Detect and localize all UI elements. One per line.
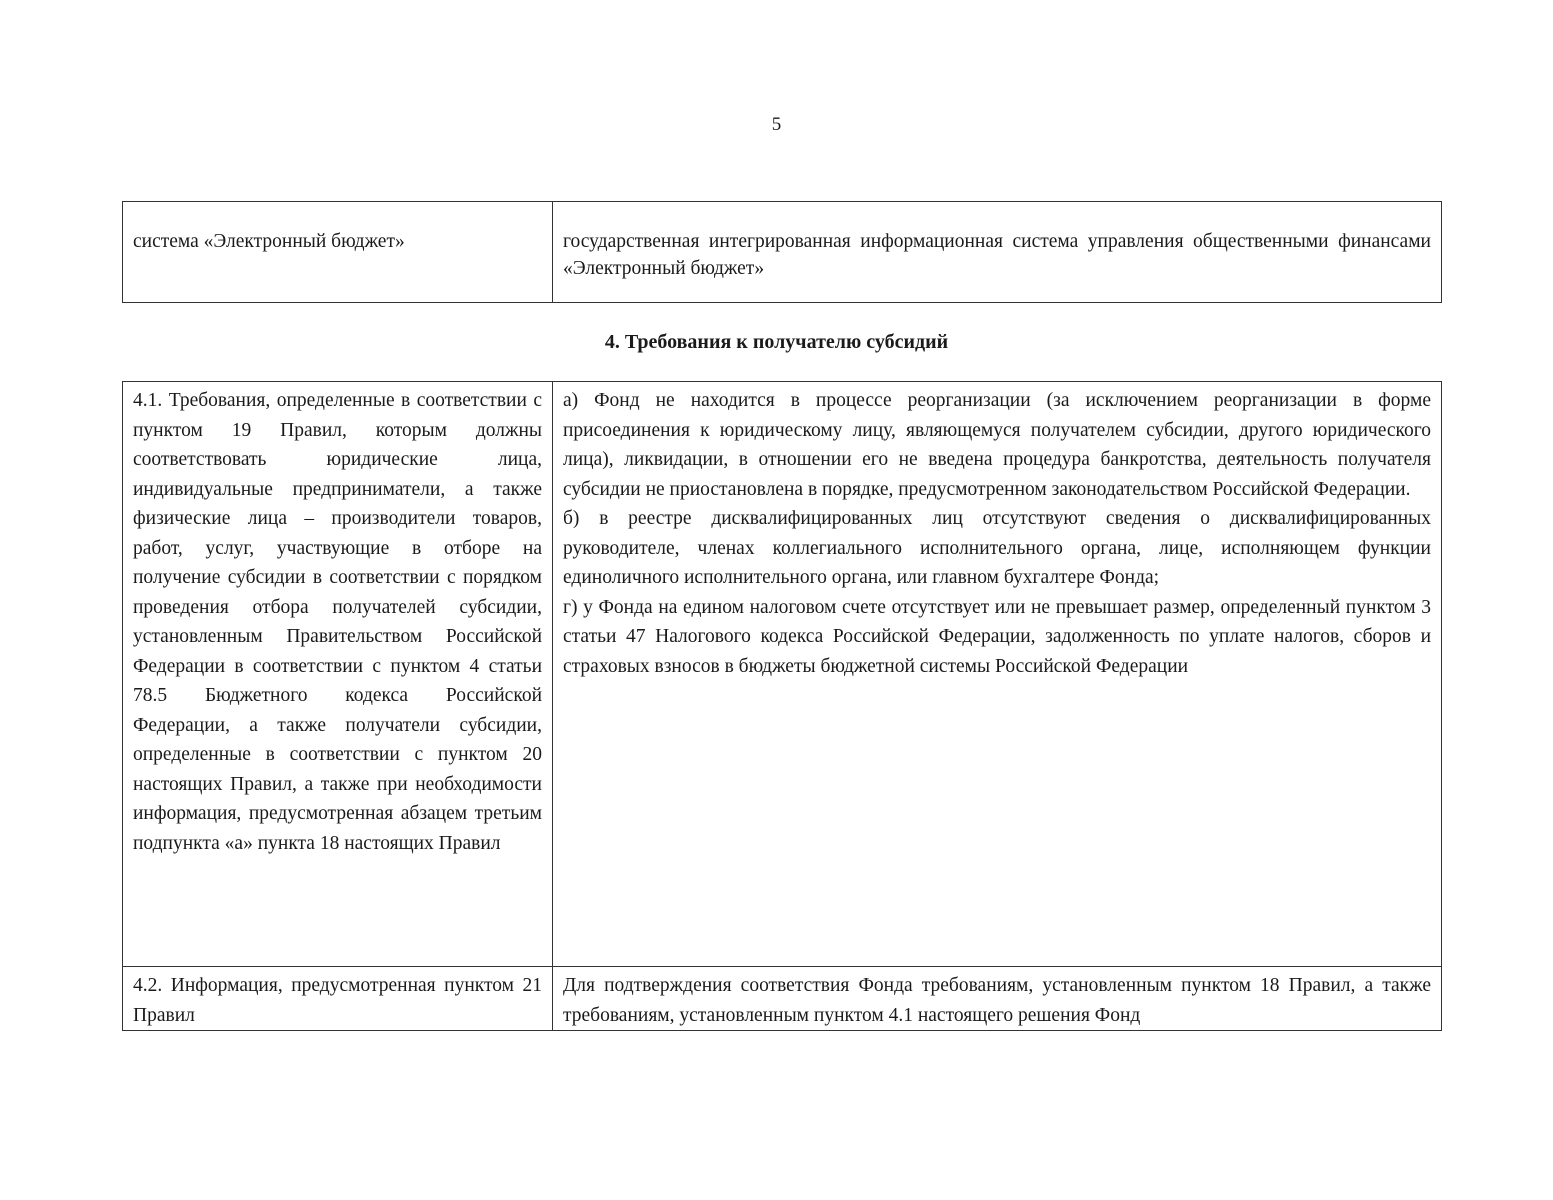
table-row xyxy=(123,382,1442,967)
requirement-label: 4.1. Требования, определенные в соответствии с пунктом 19 Правил, которым должны соответствовать юридические лица, индивидуальные предприниматели, а также физические лица – производители товаров, работ, услуг, участвующие в отборе на получение субсидии в соответствии с порядком проведения отбора получателей субсидии, установленным Правительством Российской Федерации в соответствии с пунктом 4 статьи 78.5 Бюджетного кодекса Российской Федерации, а также получатели субсидии, определенные в соответствии с пунктом 20 настоящих Правил, а также при необходимости информация, предусмотренная абзацем третьим подпункта «а» пункта 18 настоящих Правил xyxy=(123,382,553,967)
paragraph: г) у Фонда на едином налоговом счете отсутствует или не превышает размер, определенный пунктом 3 статьи 47 Налогового кодекса Российской Федерации, задолженность по уплате налогов, сборов и страховых взносов в бюджеты бюджетной системы Российской Федерации xyxy=(563,596,1431,677)
definition-term: система «Электронный бюджет» xyxy=(123,202,553,303)
requirement-label: 4.2. Информация, предусмотренная пунктом 21 Правил xyxy=(123,967,553,1031)
requirement-content xyxy=(553,382,1442,967)
page-number: 5 xyxy=(771,114,782,135)
section-heading: 4. Требования к получателю субсидий xyxy=(604,331,949,353)
definition-text: государственная интегрированная информационная система управления общественными финансами «Электронный бюджет» xyxy=(553,202,1442,303)
paragraph: Для подтверждения соответствия Фонда требованиям, установленным пунктом 18 Правил, а также требованиям, установленным пунктом 4.1 настоящего решения Фонд xyxy=(563,975,1431,1026)
paragraph: а) Фонд не находится в процессе реорганизации (за исключением реорганизации в форме присоединения к юридическому лицу, являющемуся получателем субсидии, другого юридического лица), ликвидации, в отношении его не введена процедура банкротства, деятельность получателя субсидии не приостановлена в порядке, предусмотренном законодательством Российской Федерации. xyxy=(563,390,1431,500)
requirement-content xyxy=(553,967,1442,1031)
table-row xyxy=(123,202,1442,303)
requirements-table xyxy=(122,381,1442,1031)
paragraph: б) в реестре дисквалифицированных лиц отсутствуют сведения о дисквалифицированных руководителе, членах коллегиального исполнительного органа, лице, исполняющем функции единоличного исполнительного органа, или главном бухгалтере Фонда; xyxy=(563,508,1431,588)
table-row xyxy=(123,967,1442,1031)
definitions-table xyxy=(122,201,1442,303)
